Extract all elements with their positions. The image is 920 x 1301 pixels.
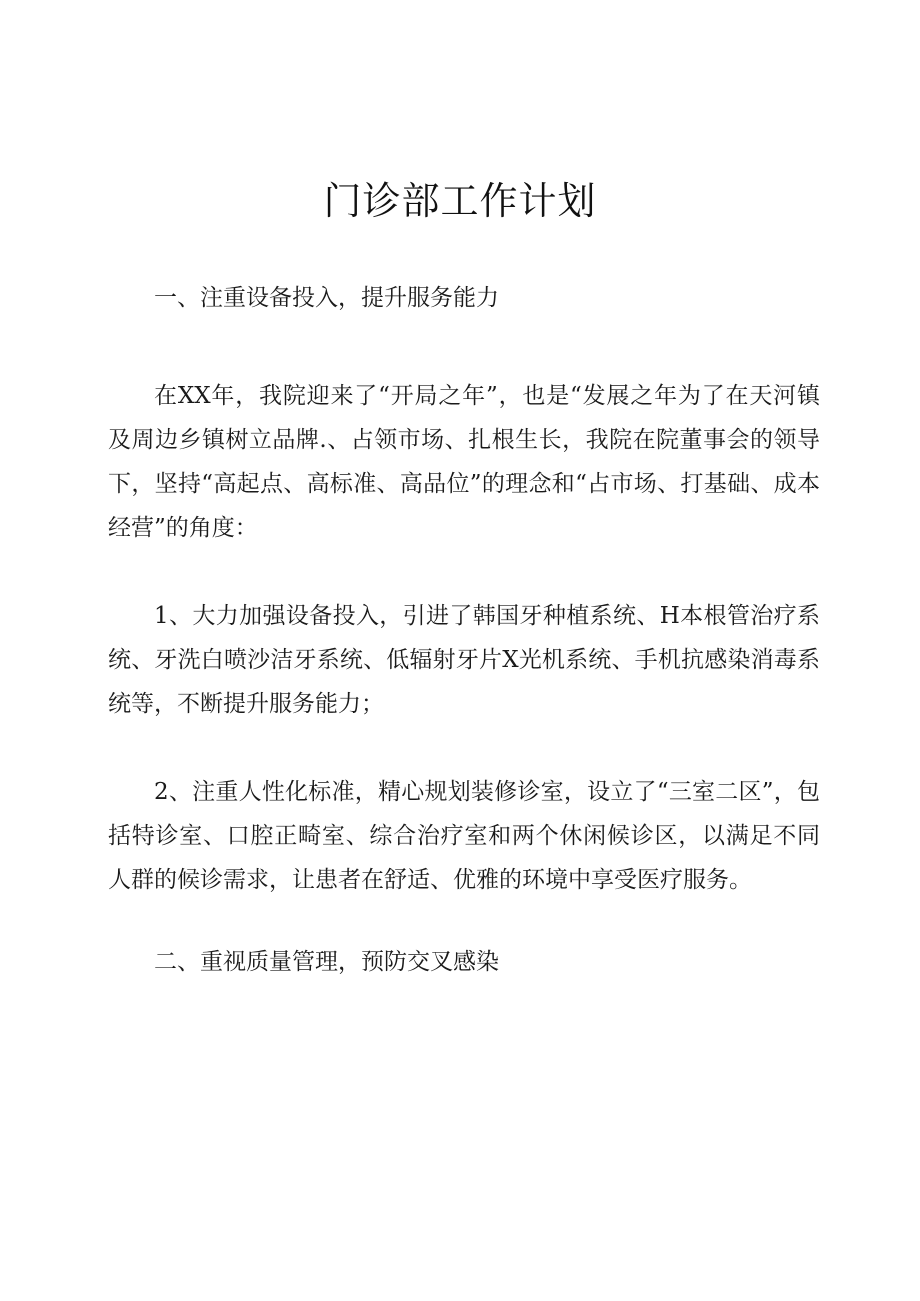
paragraph-humanized: 2、注重人性化标准，精心规划装修诊室，设立了“三室二区”，包括特诊室、口腔正畸室、综合治疗室和两个休闲候诊区，以满足不同人群的候诊需求，让患者在舒适、优雅的环境中享受医疗服务。 bbox=[108, 779, 820, 893]
document-body bbox=[108, 282, 820, 1038]
section-heading-2: 二、重视质量管理，预防交叉感染 bbox=[154, 949, 499, 975]
section-heading-1: 一、注重设备投入，提升服务能力 bbox=[154, 285, 499, 311]
paragraph-intro: 在XX年，我院迎来了“开局之年”，也是“发展之年为了在天河镇及周边乡镇树立品牌.、占领市场、扎根生长，我院在院董事会的领导下，坚持“高起点、高标准、高品位”的理念和“占市场、打基础、成本经营”的角度： bbox=[108, 383, 820, 541]
paragraph-equipment: 1、大力加强设备投入，引进了韩国牙种植系统、H本根管治疗系统、牙洗白喷沙洁牙系统、低辐射牙片X光机系统、手机抗感染消毒系统等，不断提升服务能力； bbox=[108, 603, 820, 717]
document-title: 门诊部工作计划 bbox=[323, 179, 597, 223]
